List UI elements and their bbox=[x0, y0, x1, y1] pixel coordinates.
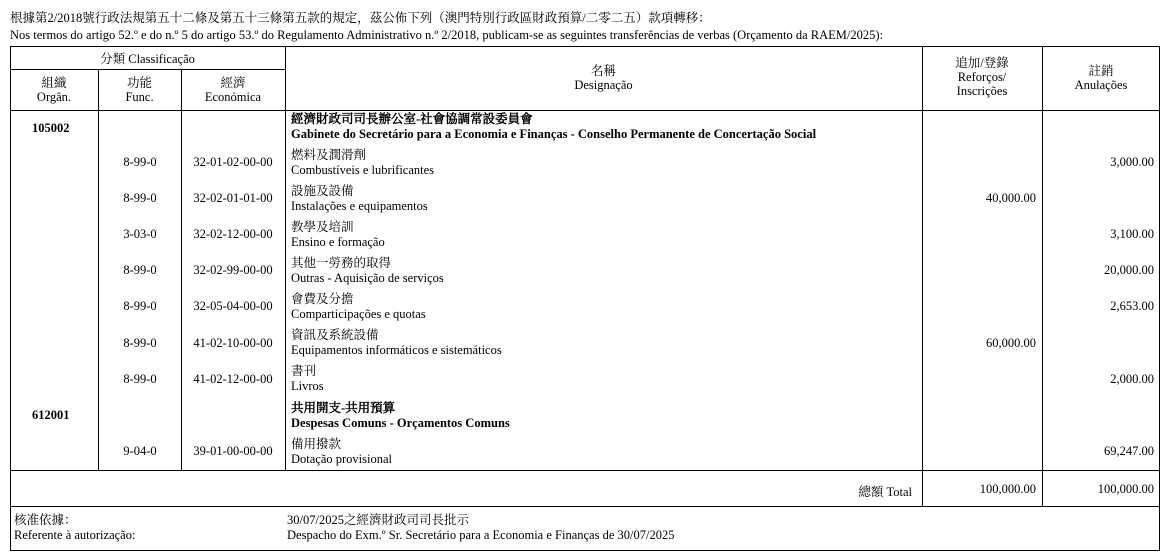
total-label: 總額 Total bbox=[858, 485, 912, 499]
designation bbox=[291, 437, 392, 467]
authorization-value-pt: Despacho do Exm.º Sr. Secretário para a Economia e Finanças de 30/07/2025 bbox=[287, 528, 675, 542]
designation bbox=[291, 148, 434, 178]
designation-zh: 書刊 bbox=[291, 364, 317, 378]
anulacao-amount: 2,653.00 bbox=[1110, 299, 1154, 313]
header-anul-pt: Anulações bbox=[1074, 78, 1128, 92]
designation-zh: 教學及培訓 bbox=[291, 220, 354, 234]
header-econ-pt: Económica bbox=[204, 90, 262, 104]
header-anulacoes bbox=[1042, 64, 1160, 92]
designation-pt: Instalações e equipamentos bbox=[291, 199, 428, 213]
econ-code: 32-01-02-00-00 bbox=[193, 155, 273, 169]
designation-pt: Combustíveis e lubrificantes bbox=[291, 163, 435, 177]
designation-zh: 其他一勞務的取得 bbox=[291, 256, 392, 270]
group-title-zh: 共用開支-共用預算 bbox=[291, 401, 396, 415]
header-ref-pt2: Inscrições bbox=[956, 84, 1008, 98]
intro-chinese: 根據第2/2018號行政法規第五十二條及第五十三條第五款的規定，茲公佈下列（澳門特別行政區財政預算/二零二五）款項轉移： bbox=[10, 11, 711, 25]
econ-code: 32-02-99-00-00 bbox=[193, 263, 273, 277]
header-org bbox=[10, 76, 98, 104]
func-code: 8-99-0 bbox=[123, 299, 157, 313]
reforco-amount: 40,000.00 bbox=[986, 191, 1036, 205]
group-title-pt: Gabinete do Secretário para a Economia e Finanças - Conselho Permanente de Concertação Social bbox=[291, 127, 817, 141]
col-rule-org bbox=[98, 69, 99, 470]
designation bbox=[291, 256, 444, 286]
header-econ bbox=[181, 76, 285, 104]
authorization-label bbox=[14, 513, 135, 543]
econ-code: 41-02-10-00-00 bbox=[193, 336, 273, 350]
header-desig-zh: 名稱 bbox=[590, 64, 616, 78]
econ-code: 32-05-04-00-00 bbox=[193, 299, 273, 313]
header-designation bbox=[285, 64, 922, 92]
designation bbox=[291, 364, 324, 394]
designation-zh: 燃料及潤滑劑 bbox=[291, 148, 367, 162]
header-econ-zh: 經濟 bbox=[220, 76, 246, 90]
anulacao-amount: 2,000.00 bbox=[1110, 372, 1154, 386]
header-ref-pt1: Reforços/ bbox=[957, 70, 1007, 84]
authorization-label-pt: Referente à autorização: bbox=[14, 528, 136, 542]
anulacao-amount: 3,100.00 bbox=[1110, 227, 1154, 241]
econ-code: 41-02-12-00-00 bbox=[193, 372, 273, 386]
header-desig-pt: Designação bbox=[574, 78, 633, 92]
col-rule-desig bbox=[922, 46, 923, 506]
total-anulacoes: 100,000.00 bbox=[1097, 482, 1154, 496]
col-rule-econ bbox=[285, 46, 286, 470]
anulacao-amount: 20,000.00 bbox=[1104, 263, 1154, 277]
econ-code: 32-02-12-00-00 bbox=[193, 227, 273, 241]
func-code: 9-04-0 bbox=[123, 444, 157, 458]
designation bbox=[291, 292, 426, 322]
group-title bbox=[291, 112, 816, 142]
econ-code: 39-01-00-00-00 bbox=[193, 444, 273, 458]
designation-pt: Outras - Aquisição de serviços bbox=[291, 271, 444, 285]
header-func-pt: Func. bbox=[125, 90, 154, 104]
designation-zh: 會費及分擔 bbox=[291, 292, 354, 306]
total-bottom-rule bbox=[10, 506, 1160, 507]
group-title-pt: Despesas Comuns - Orçamentos Comuns bbox=[291, 416, 510, 430]
org-code: 612001 bbox=[32, 408, 70, 422]
total-reforcos: 100,000.00 bbox=[979, 482, 1036, 496]
anulacao-amount: 3,000.00 bbox=[1110, 155, 1154, 169]
group-title-zh: 經濟財政司司長辦公室-社會協調常設委員會 bbox=[291, 112, 533, 126]
header-org-pt: Orgân. bbox=[36, 90, 72, 104]
header-ref-zh: 追加/登錄 bbox=[955, 56, 1009, 70]
intro-portuguese: Nos termos do artigo 52.º e do n.º 5 do artigo 53.º do Regulamento Administrativo n.º 2/2018, publicam-se as seguintes transferências de verbas (Orçamento da RAEM/2025): bbox=[10, 28, 883, 42]
header-reforcos bbox=[922, 56, 1042, 98]
designation-zh: 設施及設備 bbox=[291, 184, 354, 198]
classification-rule bbox=[10, 69, 285, 70]
func-code: 8-99-0 bbox=[123, 372, 157, 386]
designation bbox=[291, 328, 502, 358]
func-code: 8-99-0 bbox=[123, 155, 157, 169]
authorization-value-zh: 30/07/2025之經濟財政司司長批示 bbox=[287, 513, 469, 527]
authorization-value bbox=[287, 513, 674, 543]
designation bbox=[291, 220, 385, 250]
header-classification: 分類 Classificação bbox=[100, 52, 195, 66]
func-code: 8-99-0 bbox=[123, 263, 157, 277]
header-func-zh: 功能 bbox=[126, 76, 152, 90]
org-code: 105002 bbox=[32, 121, 70, 135]
anulacao-amount: 69,247.00 bbox=[1104, 444, 1154, 458]
func-code: 3-03-0 bbox=[123, 227, 157, 241]
authorization-label-zh: 核准依據： bbox=[14, 513, 77, 527]
designation-zh: 備用撥款 bbox=[291, 437, 342, 451]
header-bottom-rule bbox=[10, 110, 1160, 111]
body-bottom-rule bbox=[10, 470, 1160, 471]
econ-code: 32-02-01-01-00 bbox=[193, 191, 273, 205]
designation-zh: 資訊及系統設備 bbox=[291, 328, 379, 342]
reforco-amount: 60,000.00 bbox=[986, 336, 1036, 350]
designation-pt: Livros bbox=[291, 379, 324, 393]
header-func bbox=[98, 76, 181, 104]
designation bbox=[291, 184, 428, 214]
header-anul-zh: 註銷 bbox=[1088, 64, 1114, 78]
designation-pt: Dotação provisional bbox=[291, 452, 393, 466]
designation-pt: Comparticipações e quotas bbox=[291, 307, 426, 321]
designation-pt: Ensino e formação bbox=[291, 235, 385, 249]
designation-pt: Equipamentos informáticos e sistemáticos bbox=[291, 343, 502, 357]
group-title bbox=[291, 401, 510, 431]
func-code: 8-99-0 bbox=[123, 336, 157, 350]
header-org-zh: 組織 bbox=[41, 76, 67, 90]
func-code: 8-99-0 bbox=[123, 191, 157, 205]
